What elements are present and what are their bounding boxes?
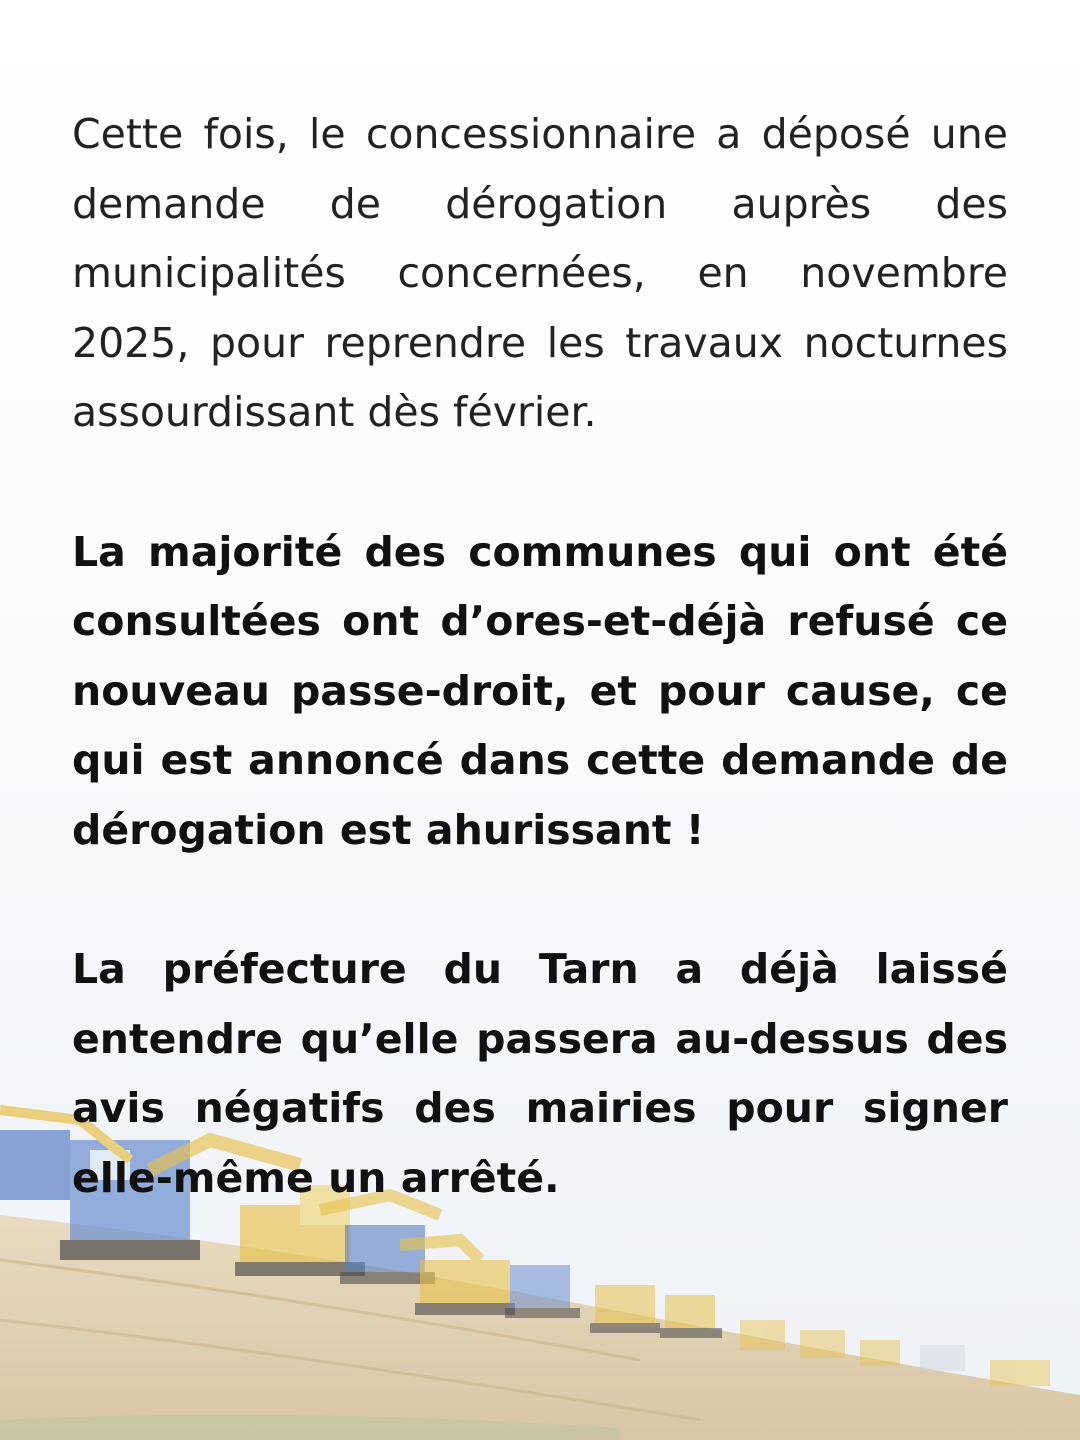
paragraph-prefecture-tarn: La préfecture du Tarn a déjà laissé entendre qu’elle passera au-dessus des avis négatifs des mairies pour signer elle-même un arrêté. — [72, 945, 1008, 1202]
paragraph-request-derogation: Cette fois, le concessionnaire a déposé une demande de dérogation auprès des municipalités concernées, en novembre 2025, pour reprendre les travaux nocturnes assourdissant dès février. — [72, 110, 1008, 436]
excavator-icon — [505, 1265, 580, 1318]
article-text — [72, 100, 1008, 1213]
paragraph-communes-refused: La majorité des communes qui ont été consultées ont d’ores-et-déjà refusé ce nouveau passe-droit, et pour cause, ce qui est annoncé dans cette demande de dérogation est ahurissant ! — [72, 527, 1008, 854]
paragraph-spacer — [72, 865, 1008, 935]
paragraph-spacer — [72, 448, 1008, 518]
